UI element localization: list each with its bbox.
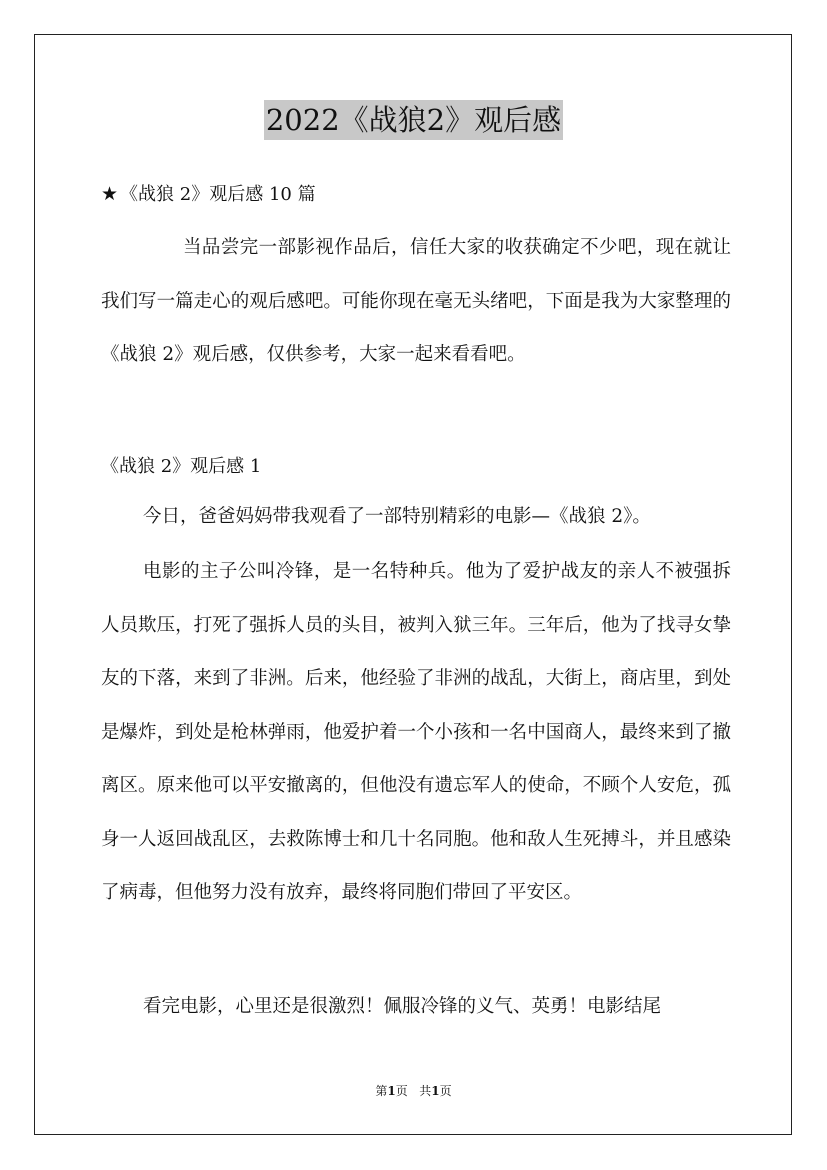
page-footer bbox=[0, 1082, 827, 1100]
page-number: 1 bbox=[387, 1084, 396, 1098]
body-paragraph-2: 电影的主子公叫冷锋，是一名特种兵。他为了爱护战友的亲人不被强拆人员欺压，打死了强拆人员的头目，被判入狱三年。三年后，他为了找寻女挚友的下落，来到了非洲。后来，他经验了非洲的战乱，大街上，商店里，到处是爆炸，到处是枪林弹雨，他爱护着一个小孩和一名中国商人，最终来到了撤离区。原来他可以平安撤离的，但他没有遗忘军人的使命，不顾个人安危，孤身一人返回战乱区，去救陈博士和几十名同胞。他和敌人生死搏斗，并且感染了病毒，但他努力没有放弃，最终将同胞们带回了平安区。 bbox=[101, 561, 731, 903]
page-number-suffix: 页 bbox=[395, 1084, 408, 1098]
subtitle-text: 《战狼 2》观后感 10 篇 bbox=[120, 184, 316, 205]
intro-paragraph: 当品尝完一部影视作品后，信任大家的收获确定不少吧，现在就让我们写一篇走心的观后感吧。可能你现在毫无头绪吧，下面是我为大家整理的《战狼 2》观后感，仅供参考，大家一起来看看吧。 bbox=[101, 237, 731, 365]
subtitle bbox=[101, 180, 316, 209]
total-pages-suffix: 页 bbox=[439, 1084, 452, 1098]
total-pages: 1 bbox=[431, 1084, 440, 1098]
document-title: 2022《战狼2》观后感 bbox=[264, 100, 563, 140]
star-icon: ★ bbox=[101, 183, 119, 205]
body-paragraph-1: 今日，爸爸妈妈带我观看了一部特别精彩的电影—《战狼 2》。 bbox=[143, 506, 651, 527]
total-pages-prefix: 共 bbox=[419, 1084, 432, 1098]
page-number-prefix: 第 bbox=[375, 1084, 388, 1098]
section-heading: 《战狼 2》观后感 1 bbox=[101, 456, 262, 477]
body-paragraph-3: 看完电影，心里还是很激烈！佩服冷锋的义气、英勇！电影结尾 bbox=[143, 996, 662, 1017]
title-container bbox=[0, 100, 827, 140]
